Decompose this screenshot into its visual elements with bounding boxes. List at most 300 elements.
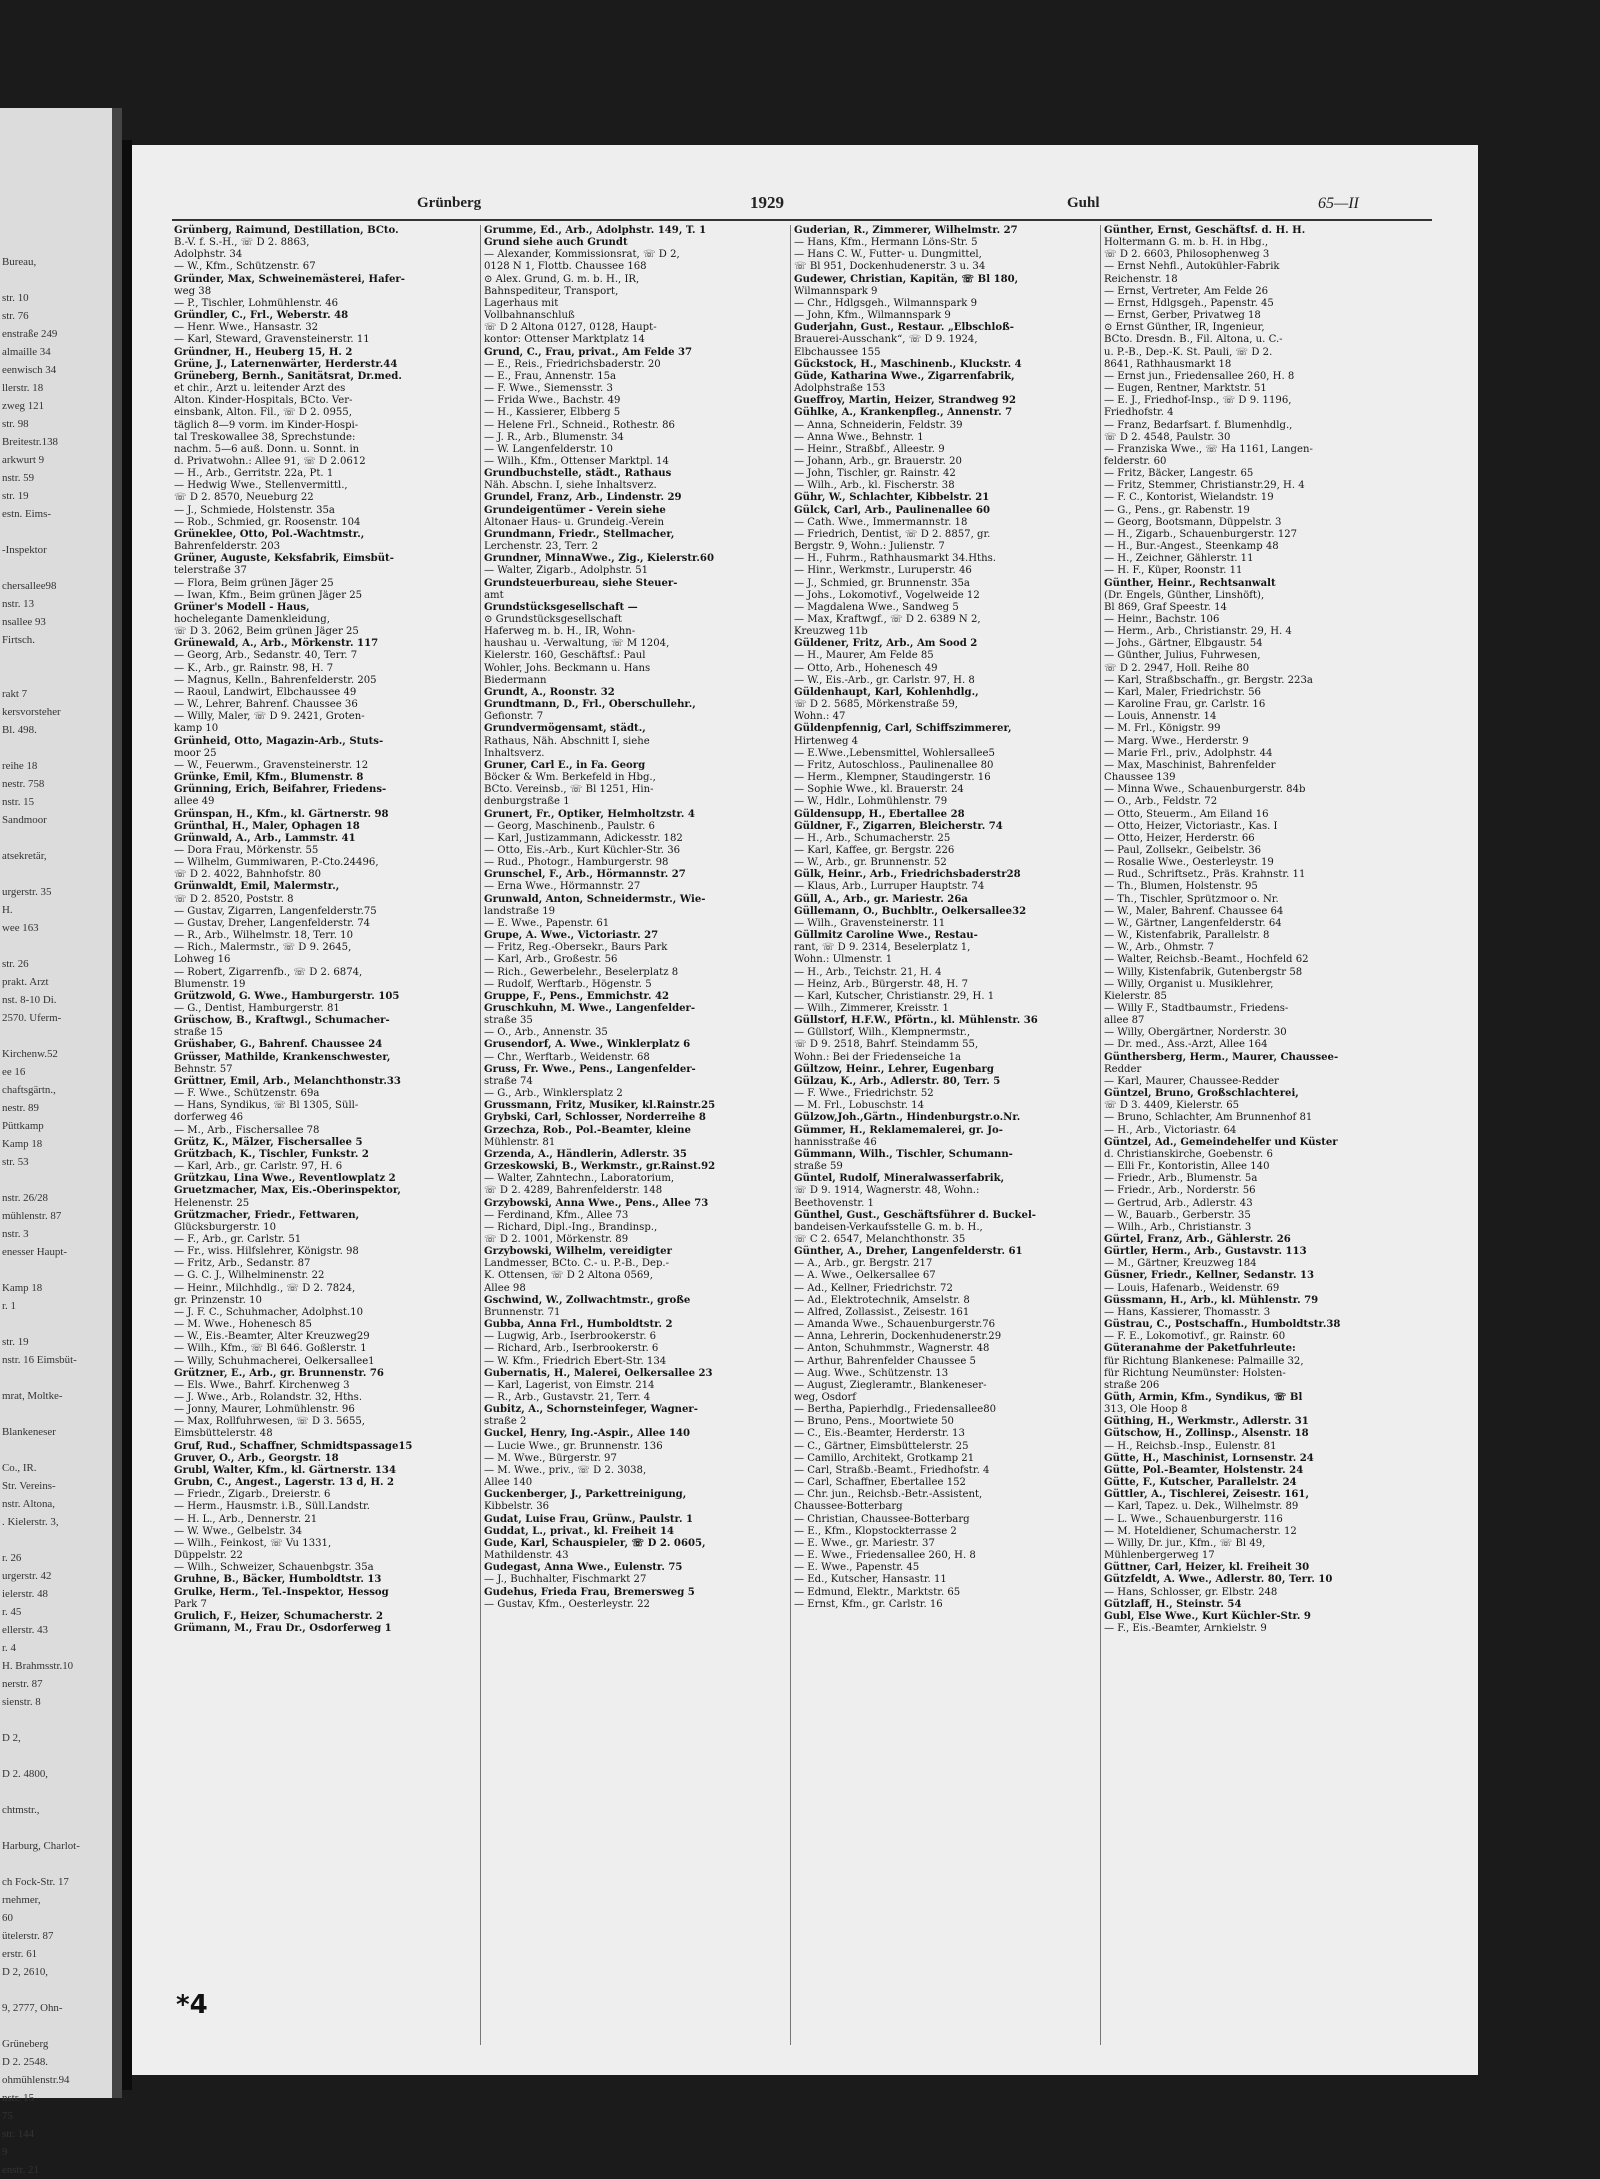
directory-entry-line: hochelegante Damenkleidung, [174, 614, 330, 625]
left-page-line: almaille 34 [2, 346, 51, 358]
directory-entry-line: Grützner, E., Arb., gr. Brunnenstr. 76 [174, 1367, 384, 1379]
directory-entry-line: — Rud., Photogr., Hamburgerstr. 98 [484, 857, 669, 869]
left-page-line: mühlenstr. 87 [2, 1210, 62, 1222]
directory-entry-line: Kibbelstr. 36 [484, 1501, 550, 1513]
directory-entry-line: — John, Tischler, gr. Rainstr. 42 [794, 468, 956, 480]
directory-entry-line: Grünke, Emil, Kfm., Blumenstr. 8 [174, 772, 364, 784]
directory-entry-line: Güllmitz Caroline Wwe., Restau- [794, 930, 978, 942]
directory-entry-line: — Wilh., Gravensteinerstr. 11 [794, 917, 946, 929]
directory-entry-line: Gubernatis, H., Malerei, Oelkersallee 23 [484, 1367, 713, 1379]
directory-entry-line: straße 74 [484, 1075, 533, 1087]
left-page-line: H. [2, 904, 13, 916]
directory-entry-line: ☏ D 2 Altona 0127, 0128, Haupt- [484, 322, 657, 334]
directory-entry-line: ☏ D 2. 6603, Philosophenweg 3 [1104, 249, 1270, 261]
directory-entry-line: Grybski, Carl, Schlosser, Norderreihe 8 [484, 1112, 706, 1124]
directory-entry-line: Güteranahme der Paketfuhrleute: [1104, 1343, 1296, 1355]
directory-entry-line: Haferweg m. b. H., IR, Wohn- [484, 626, 636, 638]
directory-entry-line: — Helene Frl., Schneid., Rothestr. 86 [484, 419, 675, 431]
directory-entry-line: — J. R., Arb., Blumenstr. 34 [484, 431, 624, 443]
page-header [172, 193, 1430, 217]
left-page-line: 2570. Uferm- [2, 1012, 62, 1024]
directory-entry-line: — Ernst, Kfm., gr. Carlstr. 16 [794, 1598, 943, 1610]
directory-entry-line: Biedermann [484, 674, 547, 686]
directory-entry-line: — Georg, Maschinenb., Paulstr. 6 [484, 820, 655, 832]
directory-entry-line: — Rob., Schmied, gr. Roosenstr. 104 [174, 516, 361, 528]
directory-entry-line: — Rudolf, Werftarb., Högenstr. 5 [484, 978, 652, 990]
directory-entry-line: Lagerhaus mit [484, 297, 559, 309]
directory-entry-line: — Karl, Tapez. u. Dek., Wilhelmstr. 89 [1104, 1501, 1299, 1513]
directory-entry-line: Gudewer, Christian, Kapitän, ☏ Bl 180, [794, 273, 1019, 285]
left-page-line: D 2, 2610, [2, 1966, 48, 1978]
directory-entry-line: 0128 N 1, Flottb. Chaussee 168 [484, 261, 647, 273]
directory-entry-line: — W., Arb., gr. Brunnenstr. 52 [794, 857, 947, 869]
directory-entry-line: Chaussee 139 [1104, 772, 1176, 784]
directory-entry-line: — Wilhelm, Gummiwaren, P.-Cto.24496, [174, 857, 379, 869]
left-page-fragment [0, 108, 122, 2176]
directory-entry-line: Grüsser, Mathilde, Krankenschwester, [174, 1051, 391, 1063]
directory-entry-line: — John, Kfm., Wilmannspark 9 [794, 310, 951, 322]
left-page-line: nstr. 3 [2, 1228, 29, 1240]
directory-entry-line: — Max, Rollfuhrwesen, ☏ D 3. 5655, [174, 1416, 366, 1428]
directory-entry-line: — M. Wwe., priv., ☏ D 2. 3038, [484, 1464, 647, 1476]
directory-entry-line: Grumme, Ed., Arb., Adolphstr. 149, T. 1 [484, 225, 707, 236]
directory-entry-line: Grulke, Herm., Tel.-Inspektor, Hessog [174, 1586, 389, 1598]
directory-entry-line: — Fritz, Stemmer, Christianstr.29, H. 4 [1104, 480, 1305, 492]
left-page-line: sienstr. 8 [2, 1696, 41, 1708]
directory-entry-line: straße 2 [484, 1416, 527, 1428]
left-page-line: zweg 121 [2, 400, 45, 412]
directory-entry-line: Redder [1104, 1063, 1142, 1075]
directory-entry-line: — Els. Wwe., Bahrf. Kirchenweg 3 [174, 1379, 350, 1391]
left-page-line: rakt 7 [2, 688, 28, 700]
directory-entry-line: Landmesser, BCto. C.- u. P.-B., Dep.- [484, 1258, 670, 1270]
directory-entry-line: Gudehus, Frieda Frau, Bremersweg 5 [484, 1586, 695, 1598]
directory-entry-line: — Willy, Organist u. Musiklehrer, [1104, 978, 1274, 990]
left-page-line [2, 2017, 110, 2035]
header-range-start: Grünberg [417, 195, 482, 211]
directory-entry-line: — Arthur, Bahrenfelder Chaussee 5 [794, 1355, 976, 1367]
left-page-line: prakt. Arzt [2, 976, 49, 988]
directory-entry-line: ⊙ Alex. Grund, G. m. b. H., IR, [484, 273, 640, 285]
directory-entry-line: Näh. Abschn. I, siehe Inhaltsverz. [484, 480, 657, 492]
directory-entry-line: Grüschow, B., Kraftwgl., Schumacher- [174, 1015, 390, 1027]
directory-entry-line: — Otto, Heizer, Victoriastr., Kas. I [1104, 820, 1278, 832]
column-divider [790, 225, 791, 2045]
directory-entry-line: — Heinr., Bachstr. 106 [1104, 614, 1220, 625]
directory-entry-line: — Franz, Bedarfsart. f. Blumenhdlg., [1104, 419, 1293, 431]
directory-entry-line: — Willy, Schuhmacherei, Oelkersallee1 [174, 1355, 375, 1367]
directory-entry-line: — K., Arb., gr. Rainstr. 98, H. 7 [174, 662, 334, 674]
directory-entry-line: — Amanda Wwe., Schauenburgerstr.76 [794, 1319, 996, 1331]
left-page-line [2, 1315, 110, 1333]
directory-entry-line: — Max, Maschinist, Bahrenfelder [1104, 759, 1276, 771]
directory-entry-line: Güstrau, C., Postschaffn., Humboldtstr.38 [1104, 1319, 1341, 1331]
directory-entry-line: — H., Arb., Gerritstr. 22a, Pt. 1 [174, 468, 334, 480]
directory-entry-line: Grüshaber, G., Bahrenf. Chaussee 24 [174, 1039, 383, 1051]
directory-entry-line: für Richtung Neumünster: Holsten- [1104, 1367, 1286, 1379]
directory-entry-line: — F. Wwe., Siemensstr. 3 [484, 383, 613, 395]
directory-entry-line: — Henr. Wwe., Hansastr. 32 [174, 322, 319, 334]
directory-entry-line: Gühlke, A., Krankenpfleg., Annenstr. 7 [794, 407, 1013, 419]
directory-entry-line: ☏ D 2. 4289, Bahrenfelderstr. 148 [484, 1185, 663, 1197]
left-page-line: -Inspektor [2, 544, 47, 556]
left-page-line: r. 1 [2, 1300, 16, 1312]
column-1 [174, 225, 479, 2045]
directory-entry-line: — Rosalie Wwe., Oesterleystr. 19 [1104, 857, 1274, 869]
left-page-line: chtmstr., [2, 1804, 40, 1816]
directory-entry-line: — Richard, Arb., Iserbrookerstr. 6 [484, 1343, 659, 1355]
directory-entry-line: — W. Wwe., Gelbelstr. 34 [174, 1525, 303, 1537]
left-page-line: atsekretär, [2, 850, 47, 862]
directory-entry-line: Gruner, Carl E., in Fa. Georg [484, 759, 646, 771]
directory-entry-line: — Rich., Gewerbelehr., Beselerplatz 8 [484, 966, 679, 978]
directory-entry-line: — Wilh., Arb., Christianstr. 3 [1104, 1221, 1252, 1233]
directory-entry-line: — Edmund, Elektr., Marktstr. 65 [794, 1586, 961, 1598]
directory-entry-line: dorferweg 46 [174, 1112, 244, 1124]
directory-entry-line: — Louis, Annenstr. 14 [1104, 711, 1217, 723]
directory-entry-line: — Gertrud, Arb., Adlerstr. 43 [1104, 1197, 1253, 1209]
directory-entry-line: Gubba, Anna Frl., Humboldtstr. 2 [484, 1319, 673, 1331]
directory-entry-line: Grupe, A. Wwe., Victoriastr. 27 [484, 930, 659, 942]
directory-entry-line: Güldener, Fritz, Arb., Am Sood 2 [794, 638, 978, 650]
directory-entry-line: — Gustav, Kfm., Oesterleystr. 22 [484, 1598, 650, 1610]
left-page-line: ohmühlenstr.94 [2, 2074, 70, 2086]
directory-entry-line: — O., Arb., Feldstr. 72 [1104, 796, 1218, 808]
directory-entry-line: — Iwan, Kfm., Beim grünen Jäger 25 [174, 589, 363, 601]
directory-entry-line: — H., Reichsb.-Insp., Eulenstr. 81 [1104, 1440, 1277, 1452]
directory-entry-line: Grünning, Erich, Beifahrer, Friedens- [174, 784, 387, 796]
directory-entry-line: Bahrenfelderstr. 203 [174, 541, 281, 553]
directory-entry-line: — Friedr., Zigarb., Dreierstr. 6 [174, 1489, 331, 1501]
directory-entry-line: Güsner, Friedr., Kellner, Sedanstr. 13 [1104, 1270, 1315, 1282]
directory-entry-line: Gückstock, H., Maschinenb., Kluckstr. 4 [794, 358, 1022, 370]
directory-entry-line: — Karoline Frau, gr. Carlstr. 16 [1104, 699, 1266, 711]
directory-entry-line: Wohn.: Ulmenstr. 1 [794, 954, 893, 966]
directory-entry-line: Gudat, Luise Frau, Grünw., Paulstr. 1 [484, 1513, 694, 1525]
directory-entry-line: — Karl, Maler, Friedrichstr. 56 [1104, 686, 1261, 698]
directory-entry-line: — F., Arb., gr. Carlstr. 51 [174, 1233, 302, 1245]
left-page-line [2, 667, 110, 685]
directory-entry-line: — Ernst Nehfl., Autokühler-Fabrik [1104, 261, 1280, 273]
directory-entry-line: Grundel, Franz, Arb., Lindenstr. 29 [484, 492, 682, 504]
directory-entry-line: — W., Kfm., Schützenstr. 67 [174, 261, 316, 273]
directory-entry-line: Blumenstr. 19 [174, 978, 246, 990]
directory-entry-line: ☏ D 9. 1914, Wagnerstr. 48, Wohn.: [794, 1185, 980, 1197]
directory-entry-line: — Karl, Kaffee, gr. Bergstr. 226 [794, 844, 955, 856]
directory-entry-line: Grzechza, Rob., Pol.-Beamter, kleine [484, 1124, 691, 1136]
directory-entry-line: Grzenda, A., Händlerin, Adlerstr. 35 [484, 1148, 687, 1160]
directory-entry-line: Grundmann, Friedr., Stellmacher, [484, 528, 675, 540]
directory-entry-line: Grünwald, A., Arb., Lammstr. 41 [174, 832, 356, 844]
directory-entry-line: Gruetzmacher, Max, Eis.-Oberinspektor, [174, 1185, 401, 1197]
directory-entry-line: — H. F., Küper, Roonstr. 11 [1104, 565, 1243, 577]
left-page-line: str. 10 [2, 292, 29, 304]
directory-entry-line: — Hans, Kassierer, Thomasstr. 3 [1104, 1306, 1271, 1318]
directory-entry-line: — W., Hdlr., Lohmühlenstr. 79 [794, 796, 948, 808]
directory-entry-line: Mühlenbergerweg 17 [1104, 1550, 1215, 1562]
column-2 [484, 225, 789, 2045]
directory-entry-line: — Wilh., Arb., kl. Fischerstr. 38 [794, 480, 955, 492]
left-page-line: nerstr. 87 [2, 1678, 43, 1690]
directory-entry-line: — Gustav, Zigarren, Langenfelderstr.75 [174, 905, 377, 917]
directory-entry-line: Wohn.: 47 [794, 711, 846, 723]
directory-entry-line: — Johs., Gärtner, Elbgaustr. 54 [1104, 638, 1263, 650]
directory-entry-line: Günthel, Gust., Geschäftsführer d. Buckel- [794, 1209, 1036, 1221]
left-page-line: str. 53 [2, 1156, 29, 1168]
directory-entry-line: rant, ☏ D 9. 2314, Beselerplatz 1, [794, 942, 971, 954]
directory-entry-line: — Wilh., Zimmerer, Kreisstr. 1 [794, 1003, 949, 1014]
directory-entry-line: ☏ D 3. 2062, Beim grünen Jäger 25 [174, 626, 359, 638]
directory-entry-line: — Chr., Hdlgsgeh., Wilmannspark 9 [794, 297, 978, 309]
directory-entry-line: telerstraße 37 [174, 565, 247, 577]
directory-entry-line: Gründner, H., Heuberg 15, H. 2 [174, 346, 353, 358]
directory-entry-line: ☏ D 2. 5685, Mörkenstraße 59, [794, 699, 958, 711]
directory-entry-line: — C., Eis.-Beamter, Herderstr. 13 [794, 1428, 965, 1440]
page-number: 65—II [1318, 195, 1359, 212]
left-page-line: . Kielerstr. 3, [2, 1516, 59, 1528]
directory-entry-line: Grussmann, Fritz, Musiker, kl.Rainstr.25 [484, 1100, 716, 1112]
directory-entry-line: — W. Langenfelderstr. 10 [484, 443, 613, 455]
directory-entry-line: — W., Eis.-Arb., gr. Carlstr. 97, H. 8 [794, 674, 975, 686]
directory-entry-line: — H. L., Arb., Dennerstr. 21 [174, 1513, 318, 1525]
directory-entry-line: Mühlenstr. 81 [484, 1136, 556, 1148]
directory-entry-line: Allee 98 [484, 1282, 526, 1294]
directory-entry-line: — Christian, Chaussee-Botterbarg [794, 1513, 970, 1525]
directory-entry-line: — Sophie Wwe., kl. Brauerstr. 24 [794, 784, 964, 796]
header-year: 1929 [750, 193, 784, 212]
directory-entry-line: — Heinz, Arb., Bürgerstr. 48, H. 7 [794, 978, 969, 990]
directory-entry-line: — Chr. jun., Reichsb.-Betr.-Assistent, [794, 1489, 983, 1501]
left-page-line: D 2. 4800, [2, 1768, 48, 1780]
directory-entry-line: — Ad., Kellner, Friedrichstr. 72 [794, 1282, 953, 1294]
left-page-line [2, 739, 110, 757]
directory-entry-line: Gümmer, H., Reklamemalerei, gr. Jo- [794, 1124, 1003, 1136]
directory-entry-line: — Anna Wwe., Behnstr. 1 [794, 431, 924, 443]
directory-entry-line: für Richtung Blankenese: Palmaille 32, [1104, 1355, 1304, 1367]
left-page-line [2, 1171, 110, 1189]
directory-entry-line: — Jonny, Maurer, Lohmühlenstr. 96 [174, 1404, 355, 1416]
directory-entry-line: Grubn, C., Angest., Lagerstr. 13 d, H. 2 [174, 1477, 395, 1489]
left-page-line: Kirchenw.52 [2, 1048, 58, 1060]
directory-entry-line: d. Privatwohn.: Allee 91, ☏ D 2.0612 [174, 455, 366, 467]
directory-entry-line: Grützkau, Lina Wwe., Reventlowplatz 2 [174, 1173, 396, 1185]
directory-entry-line: Guckenberger, J., Parkettreinigung, [484, 1489, 687, 1501]
directory-entry-line: — Walter, Zahntechn., Laboratorium, [484, 1173, 675, 1185]
directory-entry-line: Alton. Kinder-Hospitals, BCto. Ver- [174, 395, 353, 407]
directory-entry-line: ☏ D 2. 1001, Mörkenstr. 89 [484, 1233, 629, 1245]
directory-entry-line: — M. Frl., Königstr. 99 [1104, 723, 1221, 735]
directory-entry-line: landstraße 19 [484, 905, 556, 917]
left-page-line: nsallee 93 [2, 616, 46, 628]
directory-entry-line: — Alfred, Zollassist., Zeisestr. 161 [794, 1306, 970, 1318]
directory-entry-line: — Ernst, Vertreter, Am Felde 26 [1104, 285, 1269, 297]
directory-entry-line: — Hans, Syndikus, ☏ Bl 1305, Süll- [174, 1100, 359, 1112]
directory-entry-line: Güllemann, O., Buchbltr., Oelkersallee32 [794, 905, 1027, 917]
directory-entry-line: Güttner, Carl, Heizer, kl. Freiheit 30 [1104, 1562, 1310, 1574]
directory-entry-line: Güntzel, Bruno, Großschlachterei, [1104, 1088, 1299, 1100]
left-page-line: Blankeneser [2, 1426, 56, 1438]
directory-entry-line: Grundt, A., Roonstr. 32 [484, 686, 615, 698]
directory-entry-line: Behnstr. 57 [174, 1063, 233, 1075]
directory-entry-line: straße 59 [794, 1161, 843, 1173]
directory-entry-line: — W., Maler, Bahrenf. Chaussee 64 [1104, 905, 1284, 917]
directory-entry-line: — Minna Wwe., Schauenburgerstr. 84b [1104, 784, 1306, 796]
directory-entry-line: Kreuzweg 11b [794, 626, 868, 638]
directory-entry-line: bandeisen-Verkaufsstelle G. m. b. H., [794, 1221, 983, 1233]
directory-entry-line: Altonaer Haus- u. Grundeig.-Verein [484, 516, 664, 528]
directory-entry-line: — E. Wwe., Papenstr. 61 [484, 917, 610, 929]
directory-entry-line: — Magnus, Kelln., Bahrenfelderstr. 205 [174, 674, 377, 686]
left-page-line: rnehmer, [2, 1894, 41, 1906]
directory-entry-line: Güssmann, H., Arb., kl. Mühlenstr. 79 [1104, 1294, 1319, 1306]
directory-entry-line: — Otto, Arb., Hohenesch 49 [794, 662, 938, 674]
directory-entry-line: hannisstraße 46 [794, 1136, 877, 1148]
directory-entry-line: Gürtel, Franz, Arb., Gählerstr. 26 [1104, 1233, 1291, 1245]
directory-entry-line: denburgstraße 1 [484, 796, 570, 808]
directory-entry-line: — H., Arb., Schumacherstr. 25 [794, 832, 951, 844]
directory-page [132, 145, 1478, 2075]
directory-entry-line: Bergstr. 9, Wohn.: Julienstr. 7 [794, 541, 945, 553]
directory-entry-line: Grützwold, G. Wwe., Hamburgerstr. 105 [174, 990, 400, 1002]
directory-entry-line: — F. Wwe., Friedrichstr. 52 [794, 1088, 934, 1100]
directory-entry-line: — Bruno, Pens., Moortwiete 50 [794, 1416, 954, 1428]
left-page-line: 60 [2, 1912, 13, 1924]
directory-entry-line: — Willy, Dr. jur., Kfm., ☏ Bl 49, [1104, 1537, 1266, 1549]
directory-entry-line: Grüneberg, Bernh., Sanitätsrat, Dr.med. [174, 370, 402, 382]
directory-entry-line: einsbank, Alton. Fil., ☏ D 2. 0955, [174, 407, 352, 419]
directory-entry-line: — Friedrich, Dentist, ☏ D 2. 8857, gr. [794, 528, 991, 540]
left-page-line: nestr. 758 [2, 778, 45, 790]
directory-entry-line: — Ed., Kutscher, Hansastr. 11 [794, 1574, 947, 1586]
directory-entry-line: — Franziska Wwe., ☏ Ha 1161, Langen- [1104, 443, 1313, 455]
left-page-line: Püttkamp [2, 1120, 44, 1132]
left-page-text [2, 253, 110, 2179]
directory-entry-line: amt [484, 589, 504, 601]
directory-entry-line: — Aug. Wwe., Schützenstr. 13 [794, 1367, 949, 1379]
left-page-line: ütelerstr. 87 [2, 1930, 54, 1942]
directory-entry-line: BCto. Vereinsb., ☏ Bl 1251, Hin- [484, 784, 654, 796]
directory-entry-line: — Ferdinand, Kfm., Allee 73 [484, 1209, 629, 1221]
directory-entry-line: Güthing, H., Werkmstr., Adlerstr. 31 [1104, 1416, 1309, 1428]
directory-entry-line: — H., Kassierer, Elbberg 5 [484, 407, 621, 419]
directory-entry-line: moor 25 [174, 747, 217, 759]
directory-entry-line: — Herm., Klempner, Staudingerstr. 16 [794, 772, 991, 784]
header-rule [172, 219, 1432, 221]
directory-entry-line: — R., Arb., Wilhelmstr. 18, Terr. 10 [174, 930, 354, 942]
directory-entry-line: — Wilh., Kfm., ☏ Bl 646. Goßlerstr. 1 [174, 1343, 367, 1355]
directory-entry-line: — Marie Frl., priv., Adolphstr. 44 [1104, 747, 1273, 759]
directory-entry-line: — Hans, Schlosser, gr. Elbstr. 248 [1104, 1586, 1278, 1598]
left-page-line: str. 76 [2, 310, 29, 322]
directory-entry-line: Grundstücksgesellschaft — [484, 601, 638, 613]
directory-entry-line: Düppelstr. 22 [174, 1550, 243, 1562]
directory-entry-line: — F., Eis.-Beamter, Arnkielstr. 9 [1104, 1622, 1267, 1634]
left-page-line: eenwisch 34 [2, 364, 57, 376]
left-page-line [2, 559, 110, 577]
directory-entry-line: — M. Wwe., Hohenesch 85 [174, 1319, 312, 1331]
directory-entry-line: u. P.-B., Dep.-K. St. Pauli, ☏ D 2. [1104, 346, 1273, 358]
directory-entry-line: Bahnspediteur, Transport, [484, 285, 619, 297]
directory-entry-line: felderstr. 60 [1104, 455, 1167, 467]
directory-entry-line: — Cath. Wwe., Immermannstr. 18 [794, 516, 968, 528]
directory-entry-line: Glücksburgerstr. 10 [174, 1221, 277, 1233]
directory-entry-line: Brunnenstr. 71 [484, 1306, 561, 1318]
directory-entry-line: — F. Wwe., Schützenstr. 69a [174, 1088, 320, 1100]
directory-entry-line: Grundner, MinnaWwe., Zig., Kielerstr.60 [484, 553, 714, 565]
left-page-line [2, 1369, 110, 1387]
left-page-line: nstr. Altona, [2, 1498, 55, 1510]
directory-entry-line: Inhaltsverz. [484, 747, 545, 759]
directory-entry-line: — Willy, Obergärtner, Norderstr. 30 [1104, 1027, 1287, 1039]
directory-entry-line: Rathaus, Näh. Abschnitt I, siehe [484, 735, 650, 747]
directory-entry-line: — G. C. J., Wilhelminenstr. 22 [174, 1270, 325, 1282]
directory-entry-line: ☏ C 2. 6547, Melanchthonstr. 35 [794, 1233, 966, 1245]
directory-entry-line: — Güllstorf, Wilh., Klempnermstr., [794, 1027, 971, 1039]
directory-entry-line: — Dora Frau, Mörkenstr. 55 [174, 844, 319, 856]
left-page-line: str. 144 [2, 2128, 35, 2140]
directory-entry-line: d. Christianskirche, Goebenstr. 6 [1104, 1148, 1273, 1160]
directory-entry-line: haushau u. -Verwaltung, ☏ M 1204, [484, 638, 670, 650]
left-page-line [2, 1531, 110, 1549]
directory-entry-line: — E. J., Friedhof-Insp., ☏ D 9. 1196, [1104, 395, 1292, 407]
directory-entry-line: — Carl, Straßb.-Beamt., Friedhofstr. 4 [794, 1464, 990, 1476]
directory-entry-line: ⊙ Grundstücksgesellschaft [484, 614, 622, 625]
directory-entry-line: — Willy, Kistenfabrik, Gutenbergstr 58 [1104, 966, 1303, 978]
directory-entry-line: — Hedwig Wwe., Stellenvermittl., [174, 480, 348, 492]
left-page-line [2, 829, 110, 847]
directory-entry-line: Gruhne, B., Bäcker, Humboldtstr. 13 [174, 1574, 382, 1586]
directory-entry-line: — A., Arb., gr. Bergstr. 217 [794, 1258, 933, 1270]
directory-entry-line: — G., Pens., gr. Rabenstr. 19 [1104, 504, 1250, 516]
directory-entry-line: — G., Arb., Winklersplatz 2 [484, 1088, 623, 1100]
directory-entry-line: Grzybowski, Anna Wwe., Pens., Allee 73 [484, 1197, 709, 1209]
directory-entry-line: — R., Arb., Gustavstr. 21, Terr. 4 [484, 1392, 651, 1403]
directory-entry-line: Gülck, Carl, Arb., Paulinenallee 60 [794, 504, 991, 516]
left-page-line: Harburg, Charlot- [2, 1840, 80, 1852]
directory-entry-line: Kielerstr. 85 [1104, 990, 1167, 1002]
directory-entry-line: Güttler, A., Tischlerei, Zeisestr. 161, [1104, 1489, 1309, 1501]
directory-entry-line: Grundsteuerbureau, siehe Steuer- [484, 577, 678, 589]
directory-entry-line: — G., Dentist, Hamburgerstr. 81 [174, 1003, 340, 1014]
directory-entry-line: allee 87 [1104, 1015, 1145, 1027]
directory-entry-line: Güldner, F., Zigarren, Bleicherstr. 74 [794, 820, 1003, 832]
directory-entry-line: Beethovenstr. 1 [794, 1197, 874, 1209]
left-page-line: str. 98 [2, 418, 29, 430]
directory-entry-line: Grunert, Fr., Optiker, Helmholtzstr. 4 [484, 808, 695, 820]
directory-entry-line: Grüneklee, Otto, Pol.-Wachtmstr., [174, 528, 365, 540]
directory-entry-line: nachm. 5—6 auß. Donn. u. Sonnt. in [174, 443, 360, 455]
directory-entry-line: — Camillo, Architekt, Grotkamp 21 [794, 1452, 975, 1464]
left-page-line: r. 26 [2, 1552, 22, 1564]
directory-entry-line: — Friedr., Arb., Norderstr. 56 [1104, 1185, 1256, 1197]
directory-entry-line: — H., Bur.-Angest., Steenkamp 48 [1104, 541, 1279, 553]
directory-entry-line: et chir., Arzt u. leitender Arzt des [174, 383, 346, 395]
left-page-line: 9 [2, 2146, 8, 2158]
directory-entry-line: — Ernst, Hdlgsgeh., Papenstr. 45 [1104, 297, 1274, 309]
directory-entry-line: Friedhofstr. 4 [1104, 407, 1174, 419]
directory-entry-line: — W., Arb., Ohmstr. 7 [1104, 942, 1214, 954]
directory-entry-line: — J., Schmied, gr. Brunnenstr. 35a [794, 577, 970, 589]
left-page-line: Co., IR. [2, 1462, 37, 1474]
directory-entry-line: Gütschow, H., Zollinsp., Alsenstr. 18 [1104, 1428, 1309, 1440]
directory-entry-line: — Willy F., Stadtbaumstr., Friedens- [1104, 1003, 1289, 1014]
directory-entry-line: Grützbach, K., Tischler, Funkstr. 2 [174, 1148, 369, 1160]
directory-entry-line: — Rich., Malermstr., ☏ D 9. 2645, [174, 942, 352, 954]
left-page-line: 9, 2777, Ohn- [2, 2002, 63, 2014]
directory-entry-line: — H., Zigarb., Schauenburgerstr. 127 [1104, 528, 1298, 540]
directory-entry-line: ☏ D 2. 4022, Bahnhofstr. 80 [174, 869, 322, 881]
directory-entry-line: — Alexander, Kommissionsrat, ☏ D 2, [484, 249, 680, 261]
